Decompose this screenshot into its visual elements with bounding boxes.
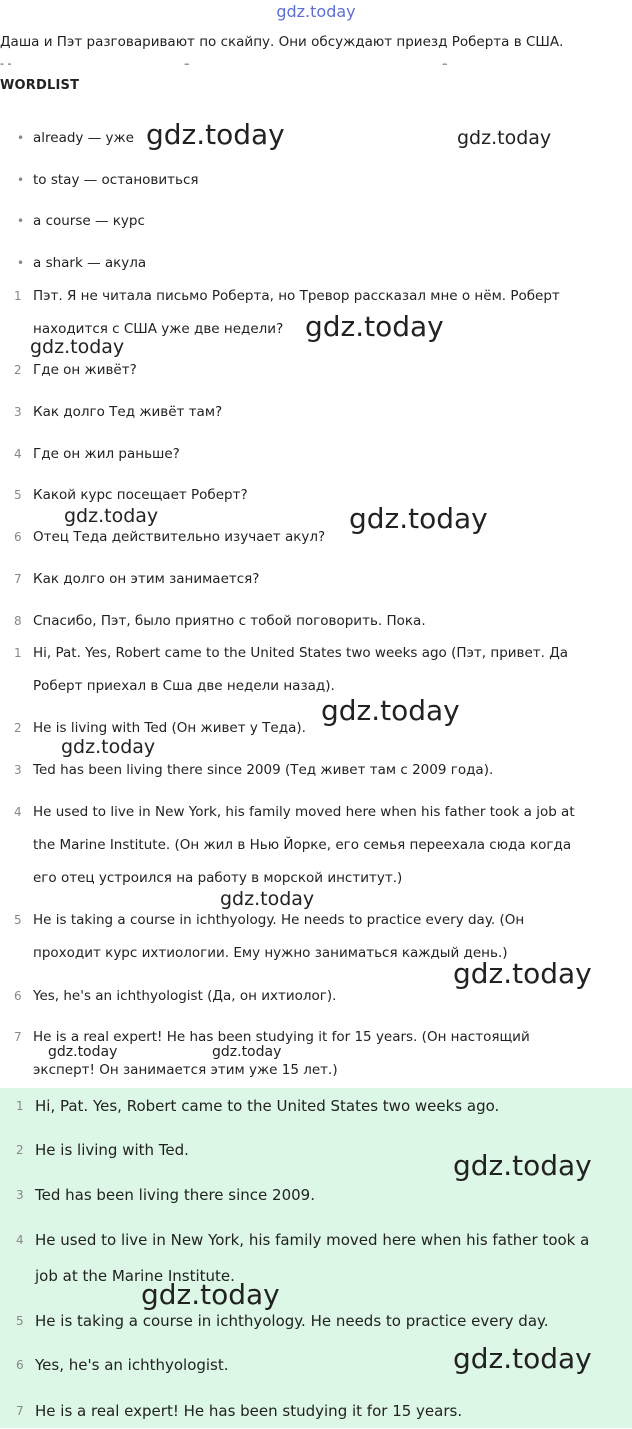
- row-text-line: He used to live in New York, his family moved here when his father took a job at: [33, 804, 575, 820]
- dash-mark: - -: [0, 57, 12, 70]
- watermark: gdz.today: [61, 736, 156, 758]
- wordlist-item: [0, 252, 146, 274]
- answer-row: [0, 637, 629, 703]
- row-text-line: находится с США уже две недели?: [33, 321, 284, 337]
- row-number: 6: [14, 989, 22, 1003]
- row-text-line: the Marine Institute. (Он жил в Нью Йорке, его семья переехала сюда когда: [33, 837, 572, 853]
- row-text-line: Hi, Pat. Yes, Robert came to the United States two weeks ago.: [35, 1097, 500, 1115]
- watermark: gdz.today: [64, 505, 159, 527]
- final-answer-row: [0, 1222, 631, 1294]
- watermark: gdz.today: [305, 310, 444, 343]
- row-text-line: Yes, he's an ichthyologist (Да, он ихтиолог).: [33, 988, 337, 1004]
- row-number: 8: [14, 614, 22, 628]
- bullet-icon: •: [17, 256, 25, 270]
- row-number: 3: [16, 1188, 24, 1202]
- row-number: 7: [16, 1404, 24, 1418]
- row-number: 3: [14, 763, 22, 777]
- row-number: 5: [14, 913, 22, 927]
- answer-row: [0, 796, 629, 895]
- question-row: [0, 354, 629, 387]
- row-number: 1: [14, 289, 22, 303]
- row-text-line: Пэт. Я не читала письмо Роберта, но Тревор рассказал мне о нём. Роберт: [33, 288, 560, 304]
- row-text-line: Где он живёт?: [33, 362, 137, 378]
- site-logo[interactable]: gdz.today: [276, 2, 356, 21]
- row-number: 4: [14, 805, 22, 819]
- row-text-line: Hi, Pat. Yes, Robert came to the United States two weeks ago (Пэт, привет. Да: [33, 645, 569, 661]
- row-number: 7: [14, 572, 22, 586]
- watermark: gdz.today: [212, 1044, 282, 1060]
- final-answer-row: [0, 1393, 631, 1429]
- watermark: gdz.today: [141, 1278, 280, 1311]
- row-text-line: Где он жил раньше?: [33, 446, 180, 462]
- bullet-icon: •: [17, 214, 25, 228]
- row-number: 3: [14, 405, 22, 419]
- final-answer-row: [0, 1088, 631, 1124]
- row-text-line: He is taking a course in ichthyology. He needs to practice every day.: [35, 1312, 549, 1330]
- watermark: gdz.today: [457, 127, 552, 149]
- row-number: 6: [14, 530, 22, 544]
- row-text-line: He is taking a course in ichthyology. He needs to practice every day. (Он: [33, 912, 525, 928]
- row-number: 1: [16, 1099, 24, 1113]
- row-number: 2: [14, 363, 22, 377]
- row-text-line: Как долго он этим занимается?: [33, 571, 260, 587]
- row-text-line: Спасибо, Пэт, было приятно с тобой поговорить. Пока.: [33, 613, 426, 629]
- row-number: 4: [14, 447, 22, 461]
- row-text-line: Yes, he's an ichthyologist.: [35, 1356, 229, 1374]
- row-text-line: He is living with Ted (Он живет у Теда).: [33, 720, 306, 736]
- question-row: [0, 396, 629, 429]
- answer-row: [0, 754, 629, 787]
- watermark: gdz.today: [453, 957, 592, 990]
- final-answer-row: [0, 1177, 631, 1213]
- watermark: gdz.today: [349, 502, 488, 535]
- wordlist-item-text: a shark — акула: [33, 255, 147, 271]
- final-answer-row: [0, 1303, 631, 1339]
- question-row: [0, 563, 629, 596]
- row-text-line: Как долго Тед живёт там?: [33, 404, 223, 420]
- divider-dashes: [0, 57, 632, 70]
- watermark: gdz.today: [321, 694, 460, 727]
- row-text-line: Какой курс посещает Роберт?: [33, 487, 248, 503]
- bullet-icon: •: [17, 173, 25, 187]
- wordlist-item: [0, 210, 145, 232]
- row-text-line: Ted has been living there since 2009 (Тед живет там с 2009 года).: [33, 762, 494, 778]
- row-text-line: job at the Marine Institute.: [35, 1267, 235, 1285]
- row-text-line: He used to live in New York, his family moved here when his father took a: [35, 1231, 590, 1249]
- watermark: gdz.today: [453, 1342, 592, 1375]
- row-text-line: Роберт приехал в Сша две недели назад).: [33, 678, 335, 694]
- row-number: 5: [16, 1314, 24, 1328]
- row-text-line: He is living with Ted.: [35, 1141, 189, 1159]
- row-text-line: эксперт! Он занимается этим уже 15 лет.): [33, 1062, 338, 1078]
- row-number: 2: [14, 721, 22, 735]
- row-number: 4: [16, 1233, 24, 1247]
- wordlist-title: WORDLIST: [0, 78, 80, 93]
- dash-mark: –: [442, 57, 448, 70]
- intro-text: Даша и Пэт разговаривают по скайпу. Они обсуждают приезд Роберта в США.: [0, 34, 564, 50]
- row-text-line: Ted has been living there since 2009.: [35, 1186, 315, 1204]
- watermark: gdz.today: [48, 1044, 118, 1060]
- row-text-line: его отец устроился на работу в морской институт.): [33, 870, 403, 886]
- wordlist-item-text: already — уже: [33, 130, 134, 146]
- row-number: 6: [16, 1358, 24, 1372]
- row-number: 1: [14, 646, 22, 660]
- wordlist-item: [0, 127, 134, 149]
- row-text-line: He is a real expert! He has been studying it for 15 years.: [35, 1402, 463, 1420]
- wordlist-item-text: to stay — остановиться: [33, 172, 199, 188]
- watermark: gdz.today: [146, 118, 285, 151]
- wordlist-item-text: a course — курс: [33, 213, 145, 229]
- row-text-line: проходит курс ихтиологии. Ему нужно заниматься каждый день.): [33, 945, 508, 961]
- question-row: [0, 438, 629, 471]
- row-number: 7: [14, 1030, 22, 1044]
- watermark: gdz.today: [30, 336, 125, 358]
- bullet-icon: •: [17, 131, 25, 145]
- watermark: gdz.today: [453, 1149, 592, 1182]
- question-row: [0, 605, 629, 638]
- row-number: 5: [14, 488, 22, 502]
- row-text-line: He is a real expert! He has been studying it for 15 years. (Он настоящий: [33, 1029, 530, 1045]
- watermark: gdz.today: [220, 888, 315, 910]
- row-text-line: Отец Теда действительно изучает акул?: [33, 529, 326, 545]
- row-number: 2: [16, 1143, 24, 1157]
- wordlist-item: [0, 169, 199, 191]
- dash-mark: –: [184, 57, 190, 70]
